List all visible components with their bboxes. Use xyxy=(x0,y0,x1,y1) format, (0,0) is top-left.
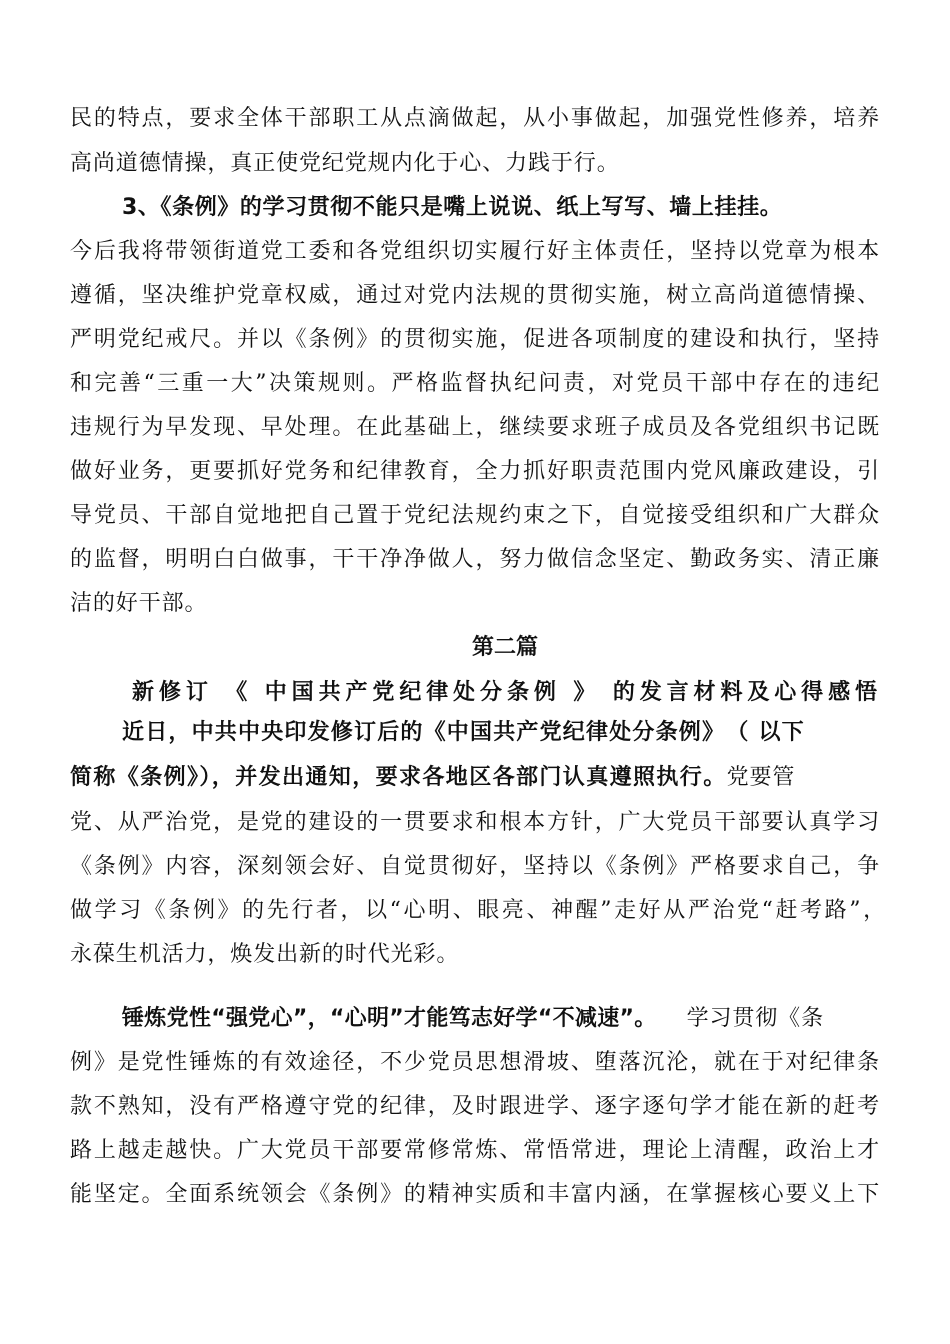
paragraph-line: 党、从严治党，是党的建设的一贯要求和根本方针，广大党员干部要认真学习 xyxy=(70,810,880,835)
article-title: 新修订 《 中国共产党纪律处分条例 》 的发言材料及心得感悟 xyxy=(132,680,877,705)
paragraph-line: 遵循，坚决维护党章权威，通过对党内法规的贯彻实施，树立高尚道德情操、 xyxy=(70,283,880,308)
paragraph-line: 《条例》内容，深刻领会好、自觉贯彻好，坚持以《条例》严格要求自己，争 xyxy=(70,854,880,879)
lead-paragraph-line xyxy=(70,763,880,793)
subheading-plain-text: 学习贯彻《条 xyxy=(686,1006,824,1031)
paragraph-line: 做学习《条例》的先行者，以“心明、眼亮、神醒”走好从严治党“赶考路”， xyxy=(70,898,886,923)
paragraph-line: 今后我将带领街道党工委和各党组织切实履行好主体责任，坚持以党章为根本 xyxy=(70,239,880,264)
paragraph-line: 路上越走越快。广大党员干部要常修常炼、常悟常进，理论上清醒，政治上才 xyxy=(70,1138,880,1163)
paragraph-line: 严明党纪戒尺。并以《条例》的贯彻实施，促进各项制度的建设和执行，坚持 xyxy=(70,327,880,352)
paragraph-line: 和完善“三重一大”决策规则。严格监督执纪问责，对党员干部中存在的违纪 xyxy=(70,371,880,396)
lead-plain-text: 党要管 xyxy=(726,765,796,790)
paragraph-line: 违规行为早发现、早处理。在此基础上，继续要求班子成员及各党组织书记既 xyxy=(70,415,880,440)
paragraph-line: 导党员、干部自觉地把自己置于党纪法规约束之下，自觉接受组织和广大群众 xyxy=(70,503,880,528)
subheading-bold-text: 锤炼党性“强党心”，“心明”才能笃志好学“不减速”。 xyxy=(122,1006,657,1031)
lead-bold-text: 简称《条例》），并发出通知，要求各地区各部门认真遵照执行。 xyxy=(70,765,727,790)
paragraph-line: 洁的好干部。 xyxy=(70,591,208,616)
paragraph-line: 做好业务，更要抓好党务和纪律教育，全力抓好职责范围内党风廉政建设，引 xyxy=(70,459,880,484)
paragraph-line: 永葆生机活力，焕发出新的时代光彩。 xyxy=(70,942,460,967)
paragraph-line: 民的特点，要求全体干部职工从点滴做起，从小事做起，加强党性修养，培养 xyxy=(70,106,880,131)
section-title: 第二篇 xyxy=(471,635,538,660)
paragraph-line: 款不熟知，没有严格遵守党的纪律，及时跟进学、逐字逐句学才能在新的赶考 xyxy=(70,1094,880,1119)
lead-paragraph-line: 近日，中共中央印发修订后的《中国共产党纪律处分条例》 （ 以下 xyxy=(122,720,805,745)
subheading-line xyxy=(122,1004,872,1034)
paragraph-line: 的监督，明明白白做事，干干净净做人，努力做信念坚定、勤政务实、清正廉 xyxy=(70,547,880,572)
section-heading: 3、《条例》的学习贯彻不能只是嘴上说说、纸上写写、墙上挂挂。 xyxy=(122,195,783,220)
paragraph-line: 高尚道德情操，真正使党纪党规内化于心、力践于行。 xyxy=(70,151,620,176)
paragraph-line: 能坚定。全面系统领会《条例》的精神实质和丰富内涵，在掌握核心要义上下 xyxy=(70,1182,880,1207)
paragraph-line: 例》是党性锤炼的有效途径，不少党员思想滑坡、堕落沉沦，就在于对纪律条 xyxy=(70,1050,880,1075)
